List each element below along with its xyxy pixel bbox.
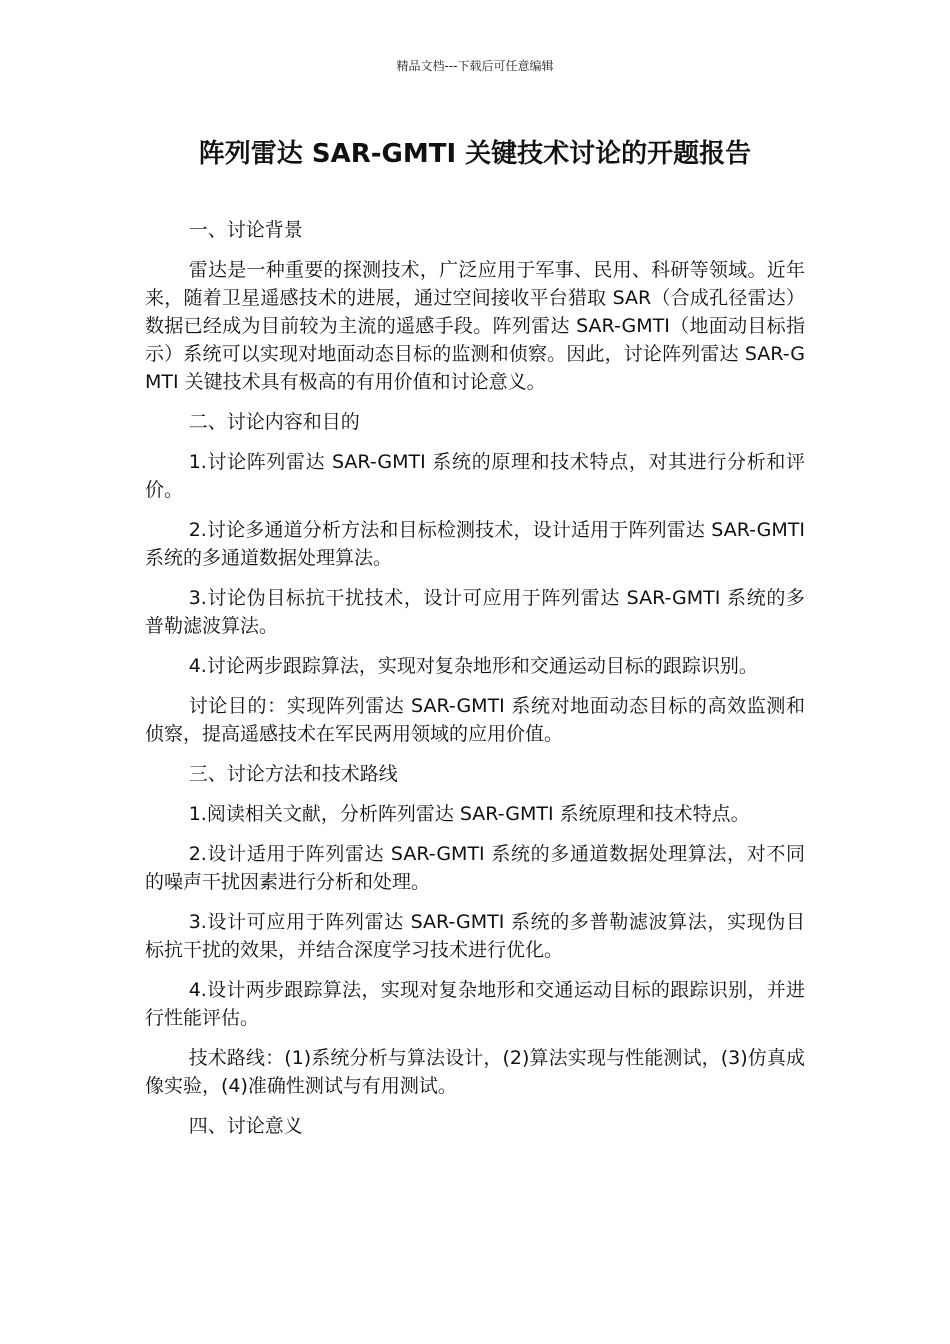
paragraph-content-item-2: 2.讨论多通道分析方法和目标检测技术，设计适用于阵列雷达 SAR-GMTI 系统的多通道数据处理算法。 (145, 519, 805, 569)
paragraph-technical-route: 技术路线：(1)系统分析与算法设计，(2)算法实现与性能测试，(3)仿真成像实验，(4)准确性测试与有用测试。 (145, 1047, 805, 1097)
paragraph-content-item-4: 4.讨论两步跟踪算法，实现对复杂地形和交通运动目标的跟踪识别。 (188, 655, 758, 677)
page-header: 精品文档---下载后可任意编辑 (396, 59, 554, 73)
paragraph-method-item-4: 4.设计两步跟踪算法，实现对复杂地形和交通运动目标的跟踪识别，并进行性能评估。 (145, 979, 805, 1029)
document-body (145, 216, 805, 1152)
paragraph-purpose: 讨论目的：实现阵列雷达 SAR-GMTI 系统对地面动态目标的高效监测和侦察，提高遥感技术在军民两用领域的应用价值。 (145, 695, 805, 745)
paragraph-content-item-3: 3.讨论伪目标抗干扰技术，设计可应用于阵列雷达 SAR-GMTI 系统的多普勒滤波算法。 (145, 587, 805, 637)
paragraph-content-item-1: 1.讨论阵列雷达 SAR-GMTI 系统的原理和技术特点，对其进行分析和评价。 (145, 451, 805, 501)
paragraph-method-item-3: 3.设计可应用于阵列雷达 SAR-GMTI 系统的多普勒滤波算法，实现伪目标抗干扰的效果，并结合深度学习技术进行优化。 (145, 911, 805, 961)
section-heading-significance: 四、讨论意义 (188, 1115, 303, 1137)
section-heading-content-purpose: 二、讨论内容和目的 (188, 411, 360, 433)
paragraph-method-item-1: 1.阅读相关文献，分析阵列雷达 SAR-GMTI 系统原理和技术特点。 (188, 803, 750, 825)
paragraph-method-item-2: 2.设计适用于阵列雷达 SAR-GMTI 系统的多通道数据处理算法，对不同的噪声干扰因素进行分析和处理。 (145, 843, 805, 893)
section-heading-methods: 三、讨论方法和技术路线 (188, 763, 398, 785)
document-title: 阵列雷达 SAR-GMTI 关键技术讨论的开题报告 (198, 139, 752, 169)
paragraph-background: 雷达是一种重要的探测技术，广泛应用于军事、民用、科研等领域。近年来，随着卫星遥感技术的进展，通过空间接收平台猎取 SAR（合成孔径雷达）数据已经成为目前较为主流的遥感手段。阵列雷达 SAR-GMTI（地面动目标指示）系统可以实现对地面动态目标的监测和侦察。因此，讨论阵列雷达 SAR-GMTI 关键技术具有极高的有用价值和讨论意义。 (145, 259, 805, 393)
section-heading-background: 一、讨论背景 (188, 219, 303, 241)
